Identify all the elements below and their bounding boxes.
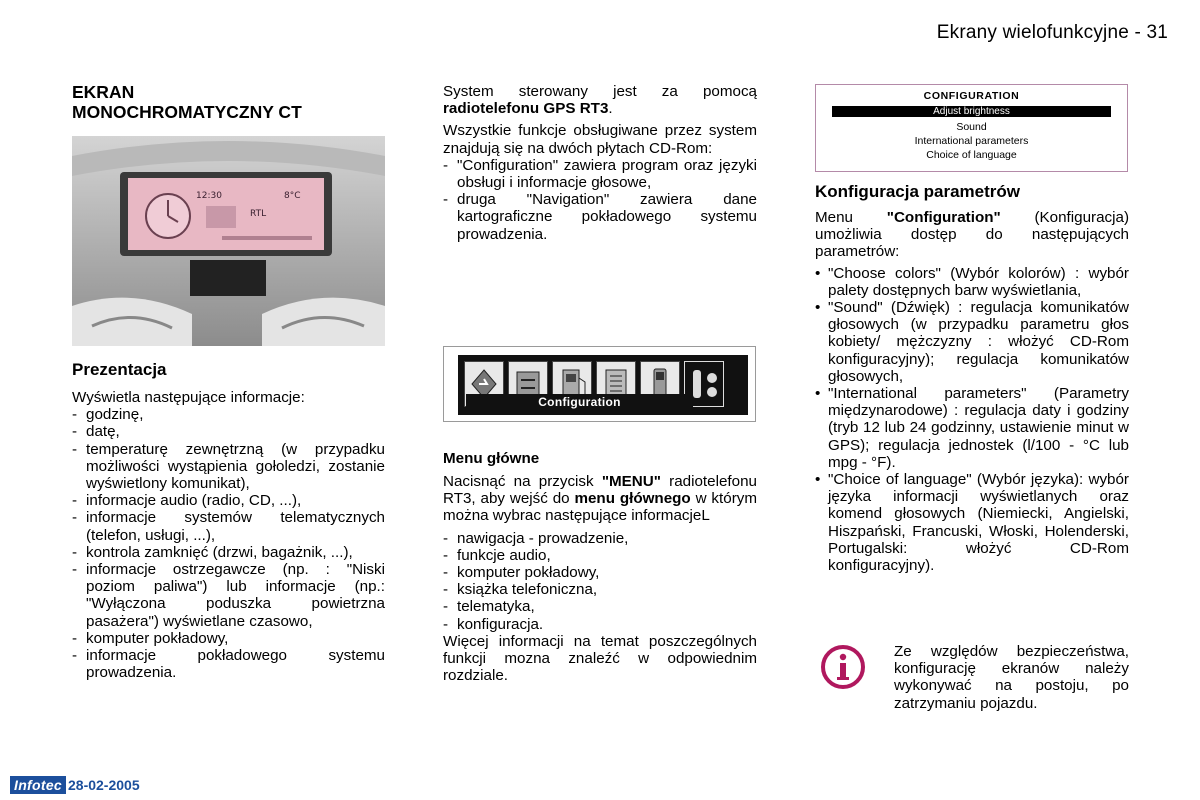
section-heading: EKRAN: [72, 82, 135, 102]
list-item: • "Choose colors" (Wybór kolorów) : wybór palety dostępnych barw wyświetlania,: [815, 265, 1129, 299]
text-span: System sterowany jest za pomocą: [443, 83, 757, 100]
list-item: - druga "Navigation" zawiera dane kartograficzne pokładowego systemu prowadzenia.: [443, 191, 757, 243]
list-item: - telematyka,: [443, 598, 757, 615]
cfg-screen-title: CONFIGURATION: [923, 90, 1020, 102]
configuration-heading: Konfiguracja parametrów: [815, 182, 1020, 201]
bold-span: "Configuration": [886, 209, 1001, 226]
list-item: • "International parameters" (Parametry międzynarodowe) : regulacja daty i godziny (tryb 12 lub 24 godzinny, ustawienie minut w GPS); regulacja jednostek (l/100 - °C lub mpg - °F).: [815, 385, 1129, 471]
infotec-logo: Infotec: [10, 776, 66, 794]
cfg-menu-item: Sound: [956, 121, 987, 133]
info-icon: [820, 644, 866, 690]
cfg-menu-item: International parameters: [914, 135, 1029, 147]
list-item: - komputer pokładowy,: [72, 630, 385, 647]
list-item: - książka telefoniczna,: [443, 581, 757, 598]
page-title: Ekrany wielofunkcyjne - 31: [936, 22, 1168, 43]
list-item: - kontrola zamknięć (drzwi, bagażnik, ...),: [72, 544, 385, 561]
list-item: - informacje systemów telematycznych (telefon, usługi, ...),: [72, 509, 385, 543]
main-menu-paragraph: [443, 473, 757, 525]
menu-caption: Configuration: [466, 394, 693, 410]
bold-span: "MENU": [601, 473, 661, 490]
main-menu-heading: Menu główne: [443, 450, 540, 467]
list-item: - temperaturę zewnętrzną (w przypadku możliwości wystąpienia gołoledzi, zostanie wyświetlony komunikat),: [72, 441, 385, 493]
list-item: - konfiguracja.: [443, 616, 757, 633]
list-item: - funkcje audio,: [443, 547, 757, 564]
list-item: • "Choice of language" (Wybór języka): wybór języka informacji wyświetlanych oraz komend głosowych (Niemiecki, Angielski, Hiszpański, Francuski, Włoski, Holenderski, Portugalski: włożyć CD-Rom konfiguracyjny).: [815, 471, 1129, 574]
configuration-intro: [815, 209, 1129, 261]
presentation-intro: Wyświetla następujące informacje:: [72, 389, 305, 406]
main-menu-list: [443, 530, 757, 633]
main-menu-section: [443, 450, 757, 684]
text-span: radiotelefonu RT3, aby wejść do: [443, 473, 757, 508]
bold-span: radiotelefonu GPS RT3: [443, 100, 609, 118]
list-item: - datę,: [72, 423, 385, 440]
list-item: - nawigacja - prowadzenie,: [443, 530, 757, 547]
menu-bar-frame: [458, 355, 748, 415]
cfg-selected-item: Adjust brightness: [832, 106, 1111, 117]
text-span: Nacisnąć na przycisk: [443, 473, 594, 490]
list-item: - informacje audio (radio, CD, ...),: [72, 492, 385, 509]
bold-span: menu głównego: [574, 490, 691, 508]
display-temp: 8°C: [284, 191, 301, 201]
footer: [10, 776, 140, 794]
list-item: - "Configuration" zawiera program oraz języki obsługi i informacje głosowe,: [443, 157, 757, 191]
parameters-list: [815, 265, 1129, 575]
main-menu-screen: [443, 346, 756, 422]
text-span: (Konfiguracja) umożliwia dostęp do następujących parametrów:: [815, 209, 1129, 261]
display-radio: RTL: [250, 209, 267, 219]
text-span: Menu: [815, 209, 853, 226]
presentation-section: [72, 360, 385, 681]
list-item: - informacje ostrzegawcze (np. : "Niski poziom paliwa") lub informacje (np.: "Wyłączona poduszka powietrzna pasażera") wyświetlane czasowo,: [72, 561, 385, 630]
column-left: [72, 82, 385, 122]
list-item: - komputer pokładowy,: [443, 564, 757, 581]
configuration-section: [815, 182, 1129, 574]
cfg-menu-item: Choice of language: [926, 149, 1017, 161]
cd-list: [443, 157, 757, 243]
text-span: .: [608, 100, 613, 118]
presentation-heading: Prezentacja: [72, 360, 167, 379]
safety-note: Ze względów bezpieczeństwa, konfigurację ekranów należy wykonywać na postoju, po zatrzymaniu pojazdu.: [894, 643, 1129, 712]
display-time: 12:30: [196, 191, 222, 201]
list-item: - godzinę,: [72, 406, 385, 423]
column-middle: [443, 83, 757, 243]
list-item: • "Sound" (Dźwięk) : regulacja komunikatów głosowych (w przypadku parametru głos kobiety/ mężczyzny : włożyć CD-Rom konfiguracyjny); regulacja komunikatów głosowych,: [815, 299, 1129, 385]
dashboard-display-photo: [72, 136, 385, 346]
presentation-list: [72, 406, 385, 681]
more-info-paragraph: Więcej informacji na temat poszczególnych funkcji mozna znaleźć w odpowiednim rozdziale.: [443, 632, 757, 685]
list-item: - informacje pokładowego systemu prowadzenia.: [72, 647, 385, 681]
section-heading-line2: MONOCHROMATYCZNY CT: [72, 102, 302, 122]
system-paragraph: [443, 83, 757, 117]
configuration-screen: [815, 84, 1128, 172]
footer-date: 28-02-2005: [68, 777, 140, 793]
text-span: w którym można wybrac następujące informacjeL: [443, 490, 757, 525]
cd-paragraph: Wszystkie funkcje obsługiwane przez system znajdują się na dwóch płytach CD-Rom:: [443, 122, 757, 157]
